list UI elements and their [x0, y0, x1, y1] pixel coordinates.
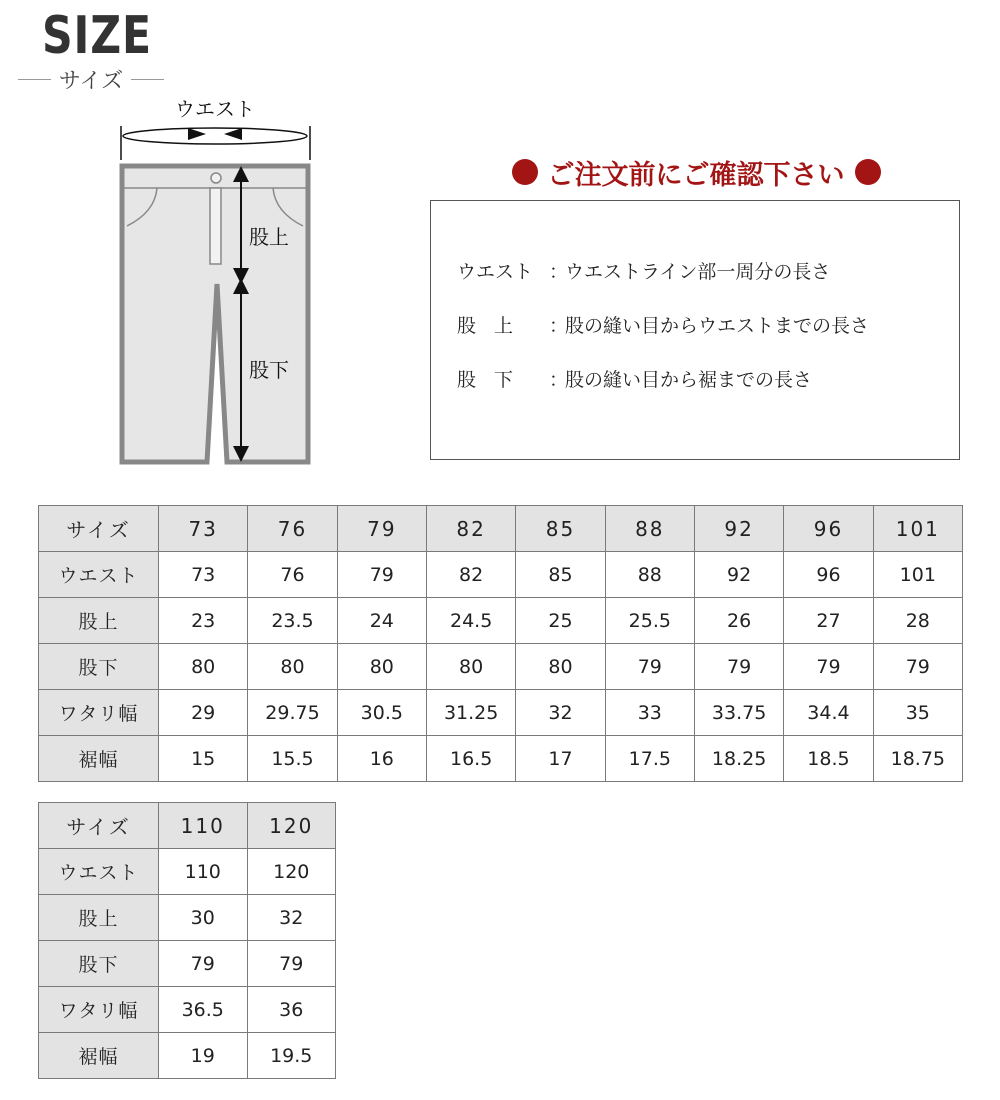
value-cell: 33.75: [694, 690, 783, 736]
table-row: [39, 941, 336, 987]
value-cell: 110: [159, 849, 248, 895]
row-label-cell: 裾幅: [39, 736, 159, 782]
size-header-cell: 92: [694, 506, 783, 552]
definition-term: ウエスト: [457, 261, 534, 283]
value-cell: 31.25: [426, 690, 515, 736]
subtitle-line-right: [131, 79, 164, 80]
value-cell: 17.5: [605, 736, 694, 782]
bullet-dot-left: [512, 159, 538, 185]
row-label-cell: ワタリ幅: [39, 987, 159, 1033]
value-cell: 23.5: [248, 598, 337, 644]
definition-rise: [457, 311, 959, 365]
notice-box: [430, 200, 960, 460]
notice-title: [430, 150, 962, 194]
row-label-cell: 股下: [39, 644, 159, 690]
size-header-cell: 73: [159, 506, 248, 552]
value-cell: 18.5: [784, 736, 873, 782]
value-cell: 18.75: [873, 736, 962, 782]
value-cell: 34.4: [784, 690, 873, 736]
value-cell: 16.5: [426, 736, 515, 782]
table-row: [39, 1033, 336, 1079]
row-label-cell: 股上: [39, 598, 159, 644]
value-cell: 19: [159, 1033, 248, 1079]
value-cell: 32: [516, 690, 605, 736]
row-label-cell: ワタリ幅: [39, 690, 159, 736]
value-cell: 29.75: [248, 690, 337, 736]
table-row: [39, 690, 963, 736]
waist-label: ウエスト: [175, 97, 255, 121]
value-cell: 96: [784, 552, 873, 598]
value-cell: 85: [516, 552, 605, 598]
value-cell: 23: [159, 598, 248, 644]
notice-title-text: ご注文前にご確認下さい: [547, 159, 845, 191]
waist-arrow-right: [224, 128, 242, 140]
value-cell: 73: [159, 552, 248, 598]
row-label-cell: ウエスト: [39, 849, 159, 895]
value-cell: 80: [426, 644, 515, 690]
size-table-main: [38, 505, 963, 782]
value-cell: 101: [873, 552, 962, 598]
value-cell: 30: [159, 895, 248, 941]
size-header-cell: 96: [784, 506, 873, 552]
definition-waist: [457, 257, 959, 311]
subtitle-line-left: [18, 79, 51, 80]
value-cell: 24: [337, 598, 426, 644]
waist-arrow-left: [188, 128, 206, 140]
row-label-cell: ウエスト: [39, 552, 159, 598]
header-label-cell: サイズ: [39, 506, 159, 552]
value-cell: 79: [337, 552, 426, 598]
fly: [210, 188, 221, 264]
value-cell: 79: [247, 941, 336, 987]
value-cell: 80: [337, 644, 426, 690]
table-row: [39, 552, 963, 598]
size-table-large: [38, 802, 336, 1079]
definition-desc: ウエストライン部一周分の長さ: [565, 261, 831, 283]
pants-diagram: [100, 90, 340, 470]
definition-colon: ：: [549, 369, 569, 391]
value-cell: 25.5: [605, 598, 694, 644]
size-header-cell: 101: [873, 506, 962, 552]
definition-term: 股上: [457, 315, 532, 337]
table-header-row: [39, 506, 963, 552]
value-cell: 82: [426, 552, 515, 598]
value-cell: 79: [159, 941, 248, 987]
value-cell: 32: [247, 895, 336, 941]
table-row: [39, 598, 963, 644]
value-cell: 27: [784, 598, 873, 644]
table-row: [39, 736, 963, 782]
value-cell: 15.5: [248, 736, 337, 782]
header-label-cell: サイズ: [39, 803, 159, 849]
size-header-cell: 76: [248, 506, 337, 552]
size-header-cell: 85: [516, 506, 605, 552]
table-header-row: [39, 803, 336, 849]
value-cell: 26: [694, 598, 783, 644]
value-cell: 19.5: [247, 1033, 336, 1079]
value-cell: 30.5: [337, 690, 426, 736]
waist-button: [211, 173, 221, 183]
row-label-cell: 股上: [39, 895, 159, 941]
value-cell: 88: [605, 552, 694, 598]
definition-desc: 股の縫い目から裾までの長さ: [565, 369, 813, 391]
value-cell: 15: [159, 736, 248, 782]
row-label-cell: 股下: [39, 941, 159, 987]
subtitle-text: サイズ: [58, 68, 124, 94]
value-cell: 33: [605, 690, 694, 736]
table-row: [39, 644, 963, 690]
waist-ellipse: [123, 128, 307, 144]
definition-inseam: [457, 365, 959, 419]
value-cell: 16: [337, 736, 426, 782]
page-title: SIZE: [42, 6, 152, 66]
value-cell: 80: [248, 644, 337, 690]
value-cell: 17: [516, 736, 605, 782]
definition-desc: 股の縫い目からウエストまでの長さ: [565, 315, 870, 337]
value-cell: 79: [784, 644, 873, 690]
definition-colon: ：: [549, 261, 569, 283]
value-cell: 25: [516, 598, 605, 644]
value-cell: 28: [873, 598, 962, 644]
value-cell: 36: [247, 987, 336, 1033]
table-row: [39, 987, 336, 1033]
value-cell: 18.25: [694, 736, 783, 782]
value-cell: 79: [605, 644, 694, 690]
inseam-label: 股下: [249, 358, 289, 382]
value-cell: 120: [247, 849, 336, 895]
size-header-cell: 110: [159, 803, 248, 849]
definition-term: 股下: [457, 369, 532, 391]
value-cell: 76: [248, 552, 337, 598]
value-cell: 92: [694, 552, 783, 598]
rise-label: 股上: [249, 225, 289, 249]
value-cell: 29: [159, 690, 248, 736]
table-row: [39, 849, 336, 895]
value-cell: 35: [873, 690, 962, 736]
definition-colon: ：: [549, 315, 569, 337]
value-cell: 36.5: [159, 987, 248, 1033]
value-cell: 80: [516, 644, 605, 690]
size-header-cell: 82: [426, 506, 515, 552]
size-header-cell: 88: [605, 506, 694, 552]
value-cell: 79: [873, 644, 962, 690]
value-cell: 24.5: [426, 598, 515, 644]
table-row: [39, 895, 336, 941]
bullet-dot-right: [855, 159, 881, 185]
row-label-cell: 裾幅: [39, 1033, 159, 1079]
size-header-cell: 120: [247, 803, 336, 849]
size-header-cell: 79: [337, 506, 426, 552]
value-cell: 80: [159, 644, 248, 690]
value-cell: 79: [694, 644, 783, 690]
